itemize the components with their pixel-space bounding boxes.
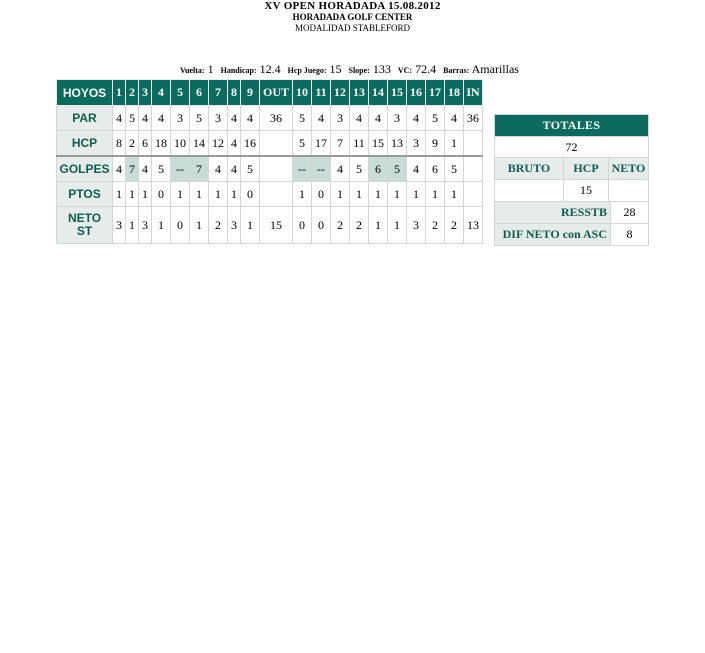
bruto-label: BRUTO (495, 158, 564, 180)
cell: 1 (388, 182, 407, 207)
hcp-total-label: HCP (564, 158, 609, 180)
cell: 3 (209, 106, 228, 131)
hcp-total-value: 15 (564, 180, 609, 202)
cell: 1 (407, 182, 426, 207)
cell: 4 (407, 156, 426, 182)
cell: 1 (445, 182, 464, 207)
cell: 1 (350, 182, 369, 207)
cell: 13 (464, 207, 483, 244)
cell: 2 (350, 207, 369, 244)
cell: 6 (369, 156, 388, 182)
cell: 1 (209, 182, 228, 207)
cell: 14 (369, 80, 388, 106)
cell: 4 (369, 106, 388, 131)
cell: 12 (331, 80, 350, 106)
cell: 4 (152, 80, 171, 106)
cell: 4 (209, 156, 228, 182)
cell: 5 (293, 106, 312, 131)
tournament-title: XV OPEN HORADADA 15.08.2012 (264, 0, 441, 12)
cell: 13 (350, 80, 369, 106)
cell: -- (312, 156, 331, 182)
cell: 4 (139, 156, 152, 182)
cell: 3 (331, 106, 350, 131)
cell: 9 (241, 80, 260, 106)
cell: 4 (312, 106, 331, 131)
resstb-label: RESSTB (495, 202, 611, 224)
cell: GOLPES (57, 156, 113, 182)
cell: 1 (388, 207, 407, 244)
cell: 6 (426, 156, 445, 182)
hcp-juego-value: 15 (329, 62, 342, 76)
cell: 4 (228, 106, 241, 131)
row-golpes (57, 156, 483, 182)
cell: 9 (426, 131, 445, 157)
cell: 7 (331, 131, 350, 157)
cell: 13 (388, 131, 407, 157)
cell (464, 156, 483, 182)
cell: 4 (407, 106, 426, 131)
totales-table (494, 114, 649, 159)
cell: 10 (293, 80, 312, 106)
vc-label: VC: (397, 66, 413, 75)
cell: 0 (312, 207, 331, 244)
cell: 5 (152, 156, 171, 182)
cell: 1 (426, 182, 445, 207)
cell: 0 (312, 182, 331, 207)
cell: 3 (139, 80, 152, 106)
cell: 5 (171, 80, 190, 106)
vuelta-value: 1 (207, 62, 214, 76)
cell (464, 131, 483, 157)
cell: 3 (113, 207, 126, 244)
cell: 2 (331, 207, 350, 244)
cell: 5 (241, 156, 260, 182)
cell: 1 (113, 182, 126, 207)
cell: 15 (388, 80, 407, 106)
cell: 1 (126, 182, 139, 207)
row-par (57, 106, 483, 131)
cell: 3 (228, 207, 241, 244)
cell: 2 (126, 80, 139, 106)
cell: 6 (190, 80, 209, 106)
cell: 2 (126, 131, 139, 157)
row-ptos (57, 182, 483, 207)
cell: 3 (407, 207, 426, 244)
cell: 2 (209, 207, 228, 244)
cell: 16 (407, 80, 426, 106)
cell: 12 (209, 131, 228, 157)
cell: 1 (445, 131, 464, 157)
cell: 3 (407, 131, 426, 157)
cell: 1 (369, 207, 388, 244)
cell: 18 (445, 80, 464, 106)
row-hoyos (57, 80, 483, 106)
cell: IN (464, 80, 483, 106)
cell: 15 (260, 207, 293, 244)
cell: 4 (228, 156, 241, 182)
cell: 0 (241, 182, 260, 207)
cell: 11 (350, 131, 369, 157)
cell (260, 182, 293, 207)
cell: 1 (190, 182, 209, 207)
neto-value (609, 180, 649, 202)
cell (260, 131, 293, 157)
slope-label: Slope: (348, 66, 370, 75)
cell: 8 (113, 131, 126, 157)
neto-label: NETO (609, 158, 649, 180)
barras-value: Amarillas (471, 62, 519, 76)
cell: HOYOS (57, 80, 113, 106)
cell: 7 (209, 80, 228, 106)
game-mode: MODALIDAD STABLEFORD (294, 23, 411, 33)
neto-st-line2: ST (76, 224, 93, 238)
cell: 10 (171, 131, 190, 157)
cell: 1 (152, 207, 171, 244)
cell: 5 (445, 156, 464, 182)
cell: OUT (260, 80, 293, 106)
slope-value: 133 (372, 62, 391, 76)
player-info (180, 62, 519, 77)
cell: HCP (57, 131, 113, 157)
cell: 1 (331, 182, 350, 207)
results-table (494, 201, 649, 246)
hcp-juego-label: Hcp Juego: (287, 66, 327, 75)
cell: 0 (152, 182, 171, 207)
cell: PTOS (57, 182, 113, 207)
cell: 1 (241, 207, 260, 244)
cell: 5 (126, 106, 139, 131)
barras-label: Barras: (443, 66, 470, 75)
handicap-value: 12.4 (259, 62, 281, 76)
cell: 1 (293, 182, 312, 207)
cell: 1 (113, 80, 126, 106)
cell: 8 (228, 80, 241, 106)
cell: 4 (113, 106, 126, 131)
cell: 1 (228, 182, 241, 207)
row-hcp (57, 131, 483, 157)
row-label-neto-st (57, 207, 113, 244)
neto-st-line1: NETO (67, 211, 102, 225)
cell: 4 (152, 106, 171, 131)
cell: 15 (369, 131, 388, 157)
totales-value: 72 (495, 137, 649, 159)
cell: 5 (190, 106, 209, 131)
cell: 6 (139, 131, 152, 157)
cell: 17 (426, 80, 445, 106)
vuelta-label: Vuelta: (180, 66, 205, 75)
scorecard-table (56, 79, 483, 244)
cell: 16 (241, 131, 260, 157)
cell: 2 (426, 207, 445, 244)
handicap-label: Handicap: (220, 66, 257, 75)
cell: 4 (241, 106, 260, 131)
cell: 3 (139, 207, 152, 244)
cell: 18 (152, 131, 171, 157)
cell: 3 (171, 106, 190, 131)
cell: -- (171, 156, 190, 182)
cell: 7 (190, 156, 209, 182)
cell: 11 (312, 80, 331, 106)
club-name: HORADADA GOLF CENTER (292, 12, 413, 22)
cell: 14 (190, 131, 209, 157)
cell: 3 (388, 106, 407, 131)
cell: 4 (113, 156, 126, 182)
cell: 17 (312, 131, 331, 157)
cell: 1 (190, 207, 209, 244)
cell: 1 (171, 182, 190, 207)
cell: 4 (331, 156, 350, 182)
cell: PAR (57, 106, 113, 131)
cell: -- (293, 156, 312, 182)
cell: 2 (445, 207, 464, 244)
cell: 1 (139, 182, 152, 207)
totales-breakdown-table (494, 157, 649, 202)
cell: 0 (171, 207, 190, 244)
resstb-value: 28 (611, 202, 649, 224)
cell: 36 (260, 106, 293, 131)
cell: 4 (228, 131, 241, 157)
cell: 4 (445, 106, 464, 131)
bruto-value (495, 180, 564, 202)
cell: 5 (426, 106, 445, 131)
totales-header: TOTALES (495, 115, 649, 137)
row-neto-st (57, 207, 483, 244)
cell (260, 156, 293, 182)
cell: 4 (350, 106, 369, 131)
vc-value: 72.4 (415, 62, 437, 76)
dif-neto-label: DIF NETO con ASC (495, 224, 611, 246)
cell: 5 (293, 131, 312, 157)
cell: 4 (139, 106, 152, 131)
cell: 5 (350, 156, 369, 182)
cell: 5 (388, 156, 407, 182)
cell: 1 (126, 207, 139, 244)
cell: 0 (293, 207, 312, 244)
page-header (0, 1, 705, 34)
cell: 7 (126, 156, 139, 182)
cell: 36 (464, 106, 483, 131)
cell (464, 182, 483, 207)
dif-neto-value: 8 (611, 224, 649, 246)
cell: 1 (369, 182, 388, 207)
